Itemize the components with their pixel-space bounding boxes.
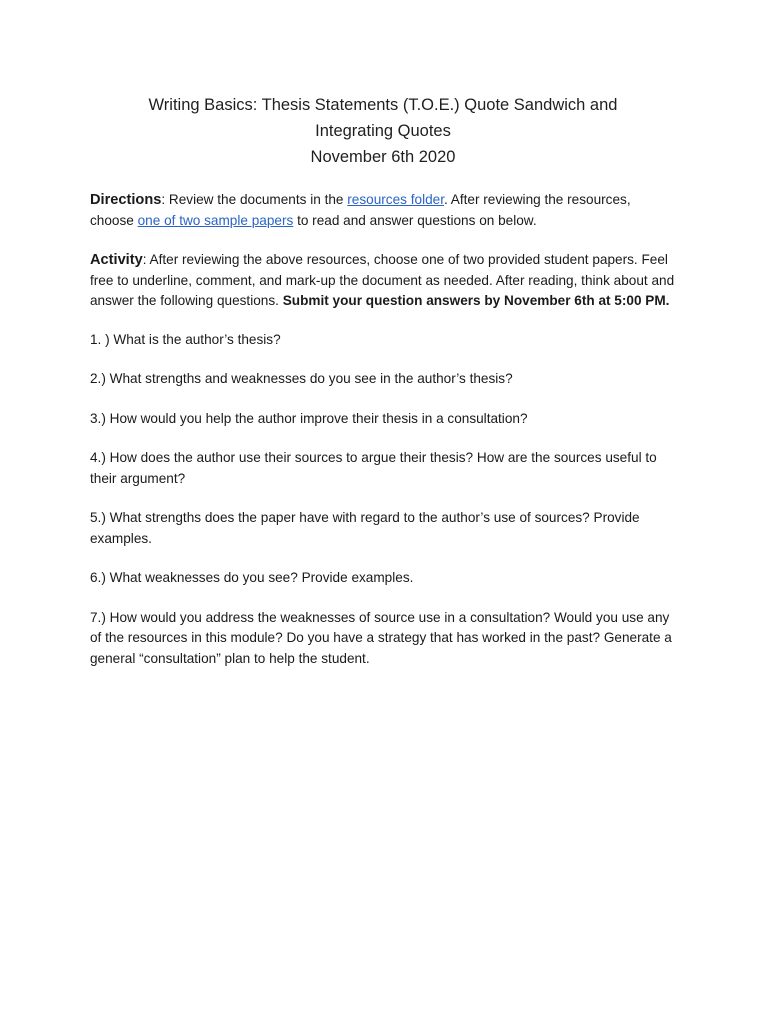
question-item: 7.) How would you address the weaknesses of source use in a consultation? Would you use any of the resources in this module? Do you have a strategy that has worked in the past? Generate a general “consultation” plan to help the student. bbox=[90, 609, 672, 666]
activity-paragraph bbox=[90, 250, 676, 312]
question-item: 2.) What strengths and weaknesses do you see in the author’s thesis? bbox=[90, 371, 513, 386]
directions-text-3: to read and answer questions on below. bbox=[293, 212, 537, 228]
title-line-2: Integrating Quotes bbox=[315, 122, 451, 140]
document-title bbox=[90, 92, 676, 170]
directions-label: Directions bbox=[90, 192, 162, 208]
resources-folder-link[interactable]: resources folder bbox=[347, 192, 444, 207]
question-item: 6.) What weaknesses do you see? Provide examples. bbox=[90, 570, 414, 585]
activity-label: Activity bbox=[90, 252, 143, 268]
directions-paragraph bbox=[90, 190, 676, 231]
activity-text: : After reviewing the above resources, choose one of two provided student papers. Feel free to underline, comment, and mark-up the document as needed. After reading, think about and answer the following questions. bbox=[90, 252, 675, 308]
directions-text-2: . After reviewing the resources, choose bbox=[90, 192, 631, 228]
directions-text-1: : Review the documents in the bbox=[161, 192, 348, 207]
question-item: 1. ) What is the author’s thesis? bbox=[90, 331, 281, 347]
question-list bbox=[90, 330, 676, 670]
question-item: 4.) How does the author use their sources to argue their thesis? How are the sources useful to their argument? bbox=[90, 450, 657, 486]
question-item: 5.) What strengths does the paper have with regard to the author’s use of sources? Provide examples. bbox=[90, 510, 640, 546]
title-date: November 6th 2020 bbox=[310, 148, 456, 166]
title-line-1: Writing Basics: Thesis Statements (T.O.E.) Quote Sandwich and bbox=[148, 96, 618, 114]
question-item: 3.) How would you help the author improve their thesis in a consultation? bbox=[90, 410, 528, 426]
activity-deadline: Submit your question answers by November 6th at 5:00 PM. bbox=[282, 293, 670, 308]
sample-papers-link[interactable]: one of two sample papers bbox=[137, 212, 294, 228]
